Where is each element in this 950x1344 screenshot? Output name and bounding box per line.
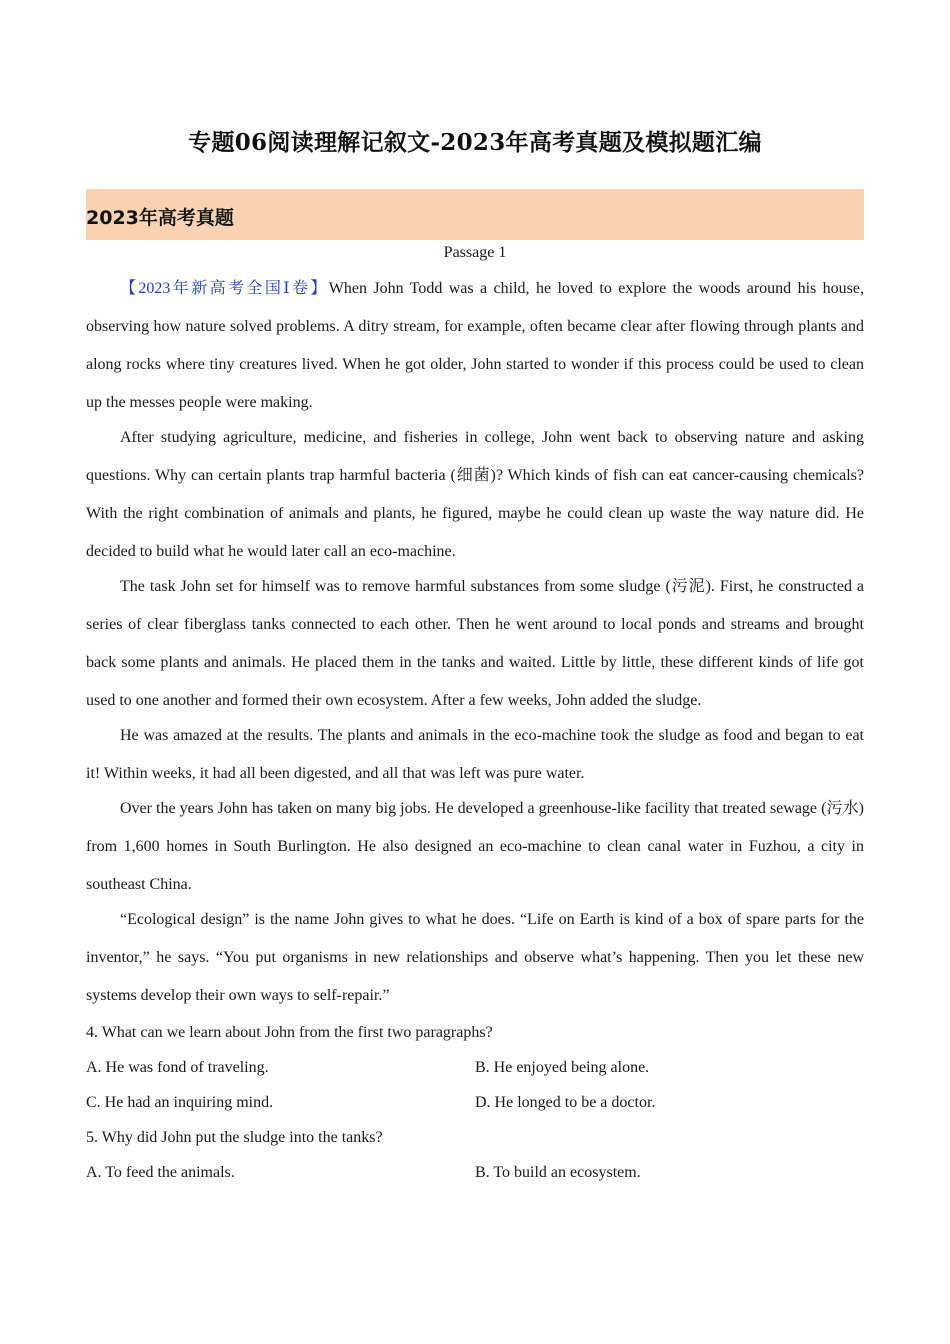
paragraph-1: 【2023年新高考全国Ⅰ卷】When John Todd was a child, he loved to explore the woods around his house, observing how nature solved problems. A ditry stream, for example, often became clear after flowing through plants and along rocks where tiny creatures lived. When he got older, John started to wonder if this process could be used to clean up the messes people were making. (86, 280, 864, 411)
question-4-options-row-2 (86, 1085, 864, 1120)
passage-content (86, 270, 864, 1190)
paragraph-5: Over the years John has taken on many big jobs. He developed a greenhouse-like facility that treated sewage (污水) from 1,600 homes in South Burlington. He also designed an eco-machine to clean canal water in Fuzhou, a city in southeast China. (86, 800, 864, 893)
section-header (86, 189, 864, 240)
passage-label: Passage 1 (443, 244, 507, 261)
option-4b: B. He enjoyed being alone. (475, 1059, 650, 1076)
option-5b: B. To build an ecosystem. (475, 1164, 641, 1181)
option-4a: A. He was fond of traveling. (86, 1059, 269, 1076)
question-4-options-row-1 (86, 1050, 864, 1085)
source-tag: 【2023年新高考全国Ⅰ卷】 (120, 280, 329, 297)
section-title: 2023年高考真题 (86, 207, 234, 229)
option-5a: A. To feed the animals. (86, 1164, 235, 1181)
document-title: 专题06阅读理解记叙文-2023年高考真题及模拟题汇编 (188, 129, 762, 156)
paragraph-4: He was amazed at the results. The plants and animals in the eco-machine took the sludge as food and began to eat it! Within weeks, it had all been digested, and all that was left was pure water. (86, 727, 864, 782)
paragraph-2: After studying agriculture, medicine, and fisheries in college, John went back to observing nature and asking questions. Why can certain plants trap harmful bacteria (细菌)? Which kinds of fish can eat cancer-causing chemicals? With the right combination of animals and plants, he figured, maybe he could clean up waste the way nature did. He decided to build what he would later call an eco-machine. (86, 429, 864, 560)
paragraph-6: “Ecological design” is the name John gives to what he does. “Life on Earth is kind of a box of spare parts for the inventor,” he says. “You put organisms in new relationships and observe what’s happening. Then you let these new systems develop their own ways to self-repair.” (86, 911, 864, 1004)
paragraph-3: The task John set for himself was to remove harmful substances from some sludge (污泥). First, he constructed a series of clear fiberglass tanks connected to each other. Then he went around to local ponds and streams and brought back some plants and animals. He placed them in the tanks and waited. Little by little, these different kinds of life got used to one another and formed their own ecosystem. After a few weeks, John added the sludge. (86, 578, 864, 709)
question-4-stem: 4. What can we learn about John from the first two paragraphs? (86, 1024, 493, 1041)
option-4c: C. He had an inquiring mind. (86, 1094, 274, 1111)
question-5-options-row-1 (86, 1155, 864, 1190)
question-5-stem: 5. Why did John put the sludge into the tanks? (86, 1129, 383, 1146)
option-4d: D. He longed to be a doctor. (475, 1094, 656, 1111)
